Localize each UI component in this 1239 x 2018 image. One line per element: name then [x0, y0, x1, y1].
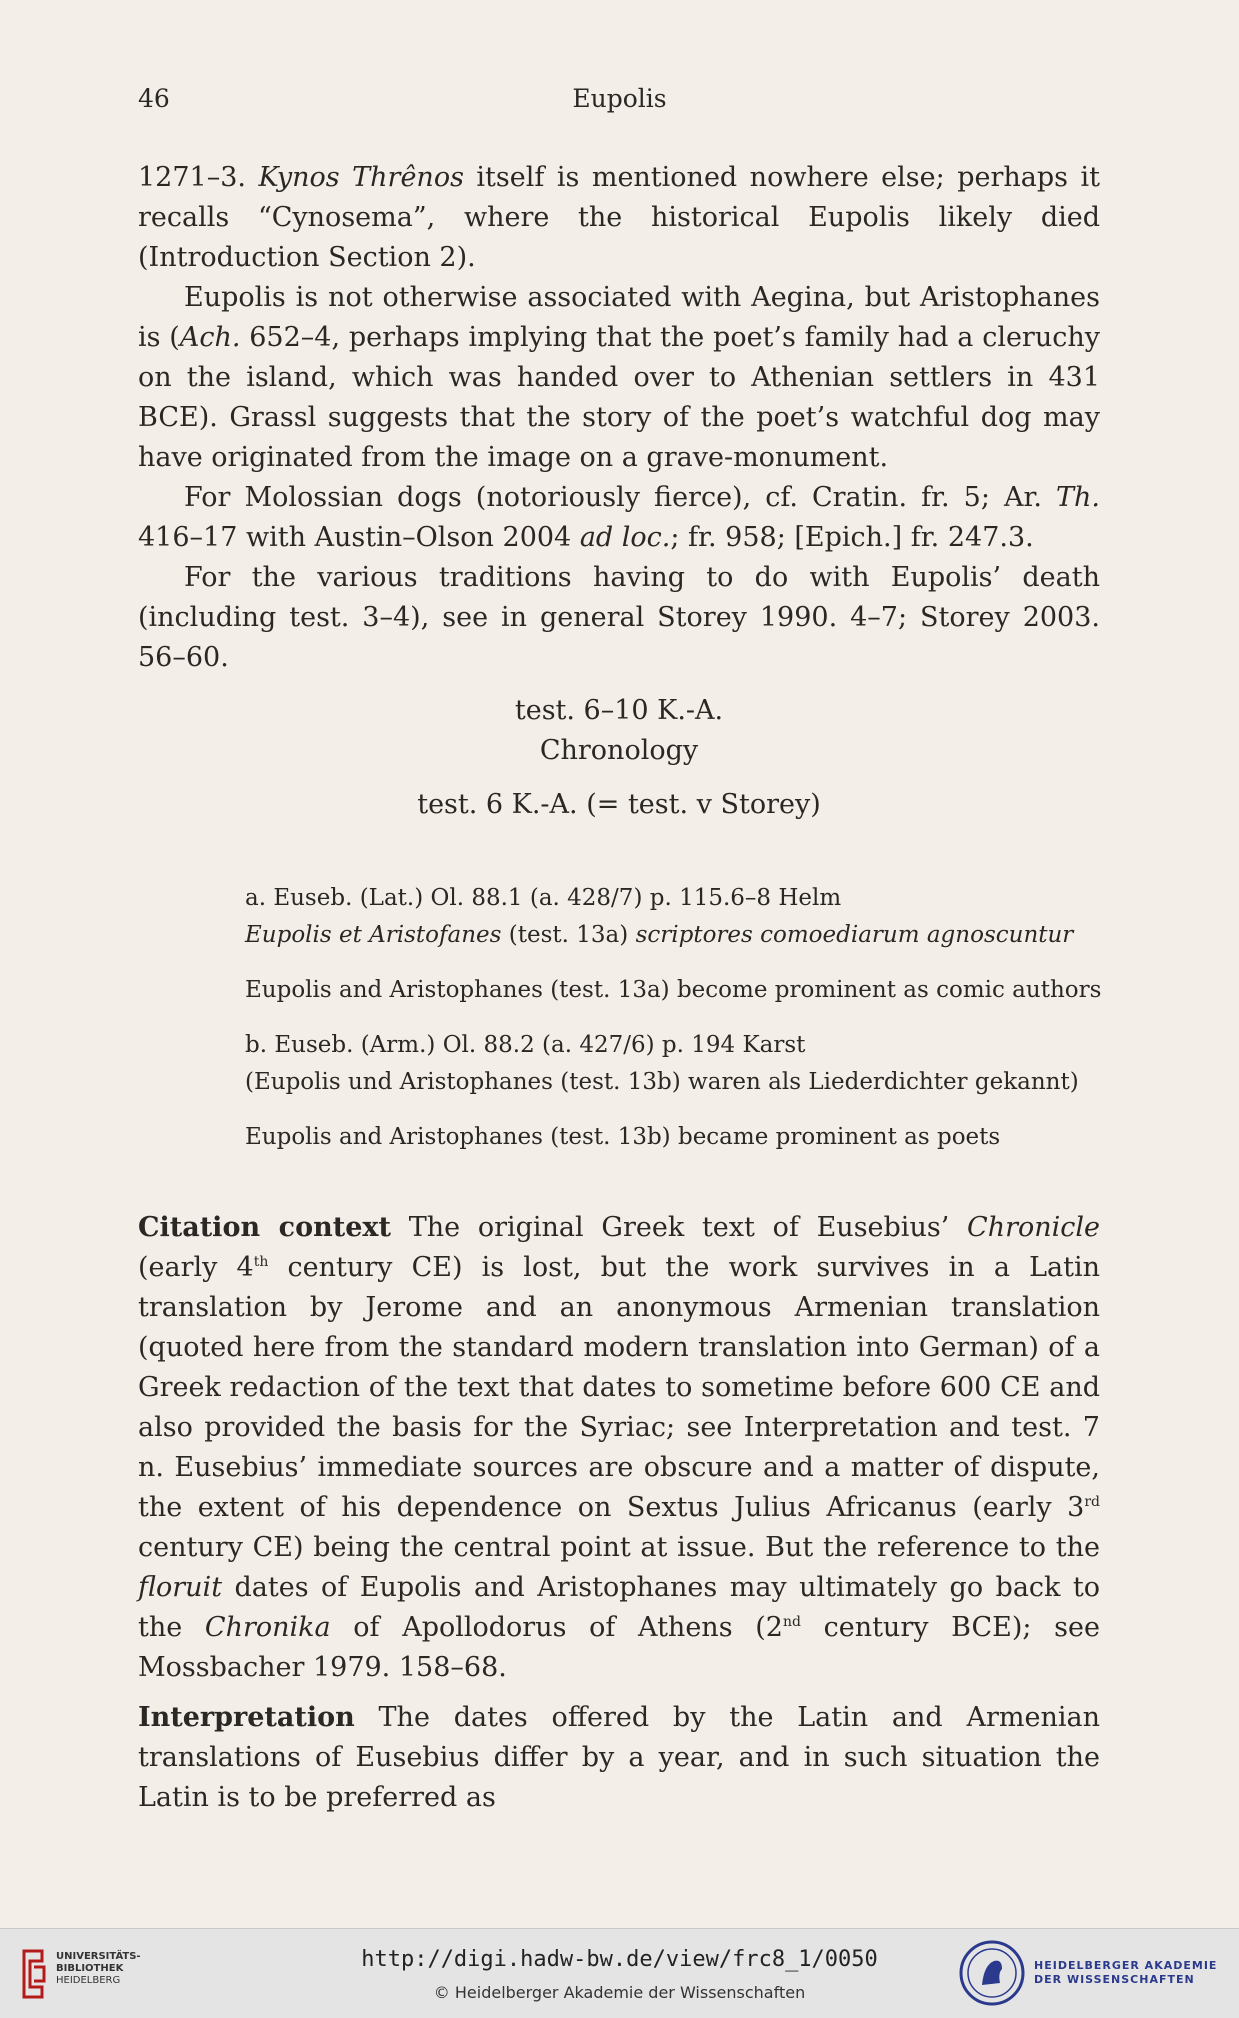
italic-run: Th. — [1056, 482, 1100, 513]
page-header — [138, 84, 1101, 124]
text-run: For the various traditions having to do with Eupolis’ death (including test. 3–4), see in general Storey 1990. 4–7; Storey 2003. 56–60. — [138, 562, 1100, 673]
testimonium-b-source — [245, 1027, 1125, 1064]
text-run: 416–17 with Austin–Olson 2004 — [138, 522, 580, 553]
paragraph-label: Citation context — [138, 1212, 391, 1243]
university-library-name: UNIVERSITÄTS- BIBLIOTHEK HEIDELBERG — [56, 1951, 141, 1986]
text-run: 1271–3. — [138, 162, 259, 193]
text-run: (Eupolis und Aristophanes (test. 13b) waren als Liederdichter gekannt) — [245, 1069, 1079, 1095]
text-run: The dates offered by the Latin and Armenian translations of Eusebius differ by a year, and in such situation the Latin is to be preferred as — [138, 1702, 1100, 1813]
italic-run: scriptores comoediarum agnoscuntur — [635, 922, 1074, 948]
running-head: Eupolis — [572, 84, 667, 113]
text-run: (early 4 — [138, 1252, 254, 1283]
testimonium-a-source — [245, 880, 1125, 917]
italic-run: Ach. — [179, 322, 241, 353]
italic-run: ad loc. — [579, 522, 671, 553]
viewer-footer — [0, 1928, 1239, 2018]
section-headings — [138, 691, 1100, 825]
text-run: Eupolis is not otherwise associated with Aegina, but Aristophanes is ( — [138, 282, 1100, 353]
copyright-notice: © Heidelberger Akademie der Wissenschaften — [433, 1983, 806, 2002]
page-number: 46 — [138, 84, 170, 113]
text-run: a. Euseb. (Lat.) Ol. 88.1 (a. 428/7) p. 115.6–8 Helm — [245, 885, 842, 911]
testimonium-a-translation — [245, 972, 1125, 1009]
testimonium-a-text — [245, 917, 1125, 954]
italic-run: Kynos Thrênos — [258, 162, 464, 193]
paragraph-death-traditions — [138, 558, 1100, 678]
superscript: nd — [782, 1614, 801, 1630]
text-run: Eupolis and Aristophanes (test. 13a) become prominent as comic authors — [245, 977, 1102, 1003]
italic-run: Eupolis et Aristofanes — [245, 922, 502, 948]
text-run: of Apollodorus of Athens (2 — [330, 1612, 783, 1643]
text-run: century CE) is lost, but the work survives in a Latin translation by Jerome and an anonymous Armenian translation (quoted here from the standard modern translation into German) of a Greek redaction of the text that dates to sometime before 600 CE and also provided the basis for the Syriac; see Interpretation and test. 7 n. Eusebius’ immediate sources are obscure and a matter of dispute, the extent of his dependence on Sextus Julius Africanus (early 3 — [138, 1252, 1100, 1523]
subsection-heading: test. 6 K.-A. (= test. v Storey) — [417, 789, 821, 820]
paragraph-kynos-threnos — [138, 158, 1100, 278]
text-run: For Molossian dogs (notoriously fierce), cf. Cratin. fr. 5; Ar. — [184, 482, 1057, 513]
academy-seal-icon — [958, 1939, 1026, 2007]
text-run: 652–4, perhaps implying that the poet’s family had a cleruchy on the island, which was handed over to Athenian settlers in 431 BCE). Grassl suggests that the story of the poet’s watchful dog may have originated from the image on a grave-monument. — [138, 322, 1100, 473]
interpretation-paragraph — [138, 1698, 1100, 1818]
text-run: century BCE); see Mossbacher 1979. 158–68. — [138, 1612, 1100, 1683]
text-run: dates of Eupolis and Aristophanes may ultimately go back to the — [138, 1572, 1100, 1643]
paragraph-molossian-dogs — [138, 478, 1100, 558]
section-title: Chronology — [539, 735, 699, 766]
testimonium-b-translation — [245, 1119, 1125, 1156]
section-heading: test. 6–10 K.-A. — [514, 695, 724, 726]
text-run: century CE) being the central point at issue. But the reference to the — [138, 1532, 1100, 1563]
text-run: itself is mentioned nowhere else; perhaps it recalls “Cynosema”, where the historical Eupolis likely died (Introduction Section 2). — [138, 162, 1100, 273]
text-run: ; fr. 958; [Epich.] fr. 247.3. — [670, 522, 1034, 553]
italic-run: Chronicle — [967, 1212, 1101, 1243]
superscript: th — [253, 1254, 269, 1270]
text-run: b. Euseb. (Arm.) Ol. 88.2 (a. 427/6) p. 194 Karst — [245, 1032, 806, 1058]
paragraph-aegina — [138, 278, 1100, 478]
paragraph-label: Interpretation — [138, 1702, 355, 1733]
commentary-block — [138, 158, 1100, 678]
text-run: The original Greek text of Eusebius’ — [390, 1212, 968, 1243]
citation-context-paragraph — [138, 1208, 1100, 1688]
italic-run: floruit — [138, 1572, 223, 1603]
academy-name: HEIDELBERGER AKADEMIE DER WISSENSCHAFTEN — [1034, 1959, 1218, 1986]
text-run: (test. 13a) — [501, 922, 636, 948]
discussion-block — [138, 1208, 1100, 1818]
italic-run: Chronika — [204, 1612, 331, 1643]
superscript: rd — [1084, 1494, 1100, 1510]
text-run: Eupolis and Aristophanes (test. 13b) became prominent as poets — [245, 1124, 1001, 1150]
document-url-link[interactable]: http://digi.hadw-bw.de/view/frc8_1/0050 — [361, 1947, 878, 1972]
testimonia-block — [245, 880, 1125, 1156]
testimonium-b-text — [245, 1064, 1125, 1101]
